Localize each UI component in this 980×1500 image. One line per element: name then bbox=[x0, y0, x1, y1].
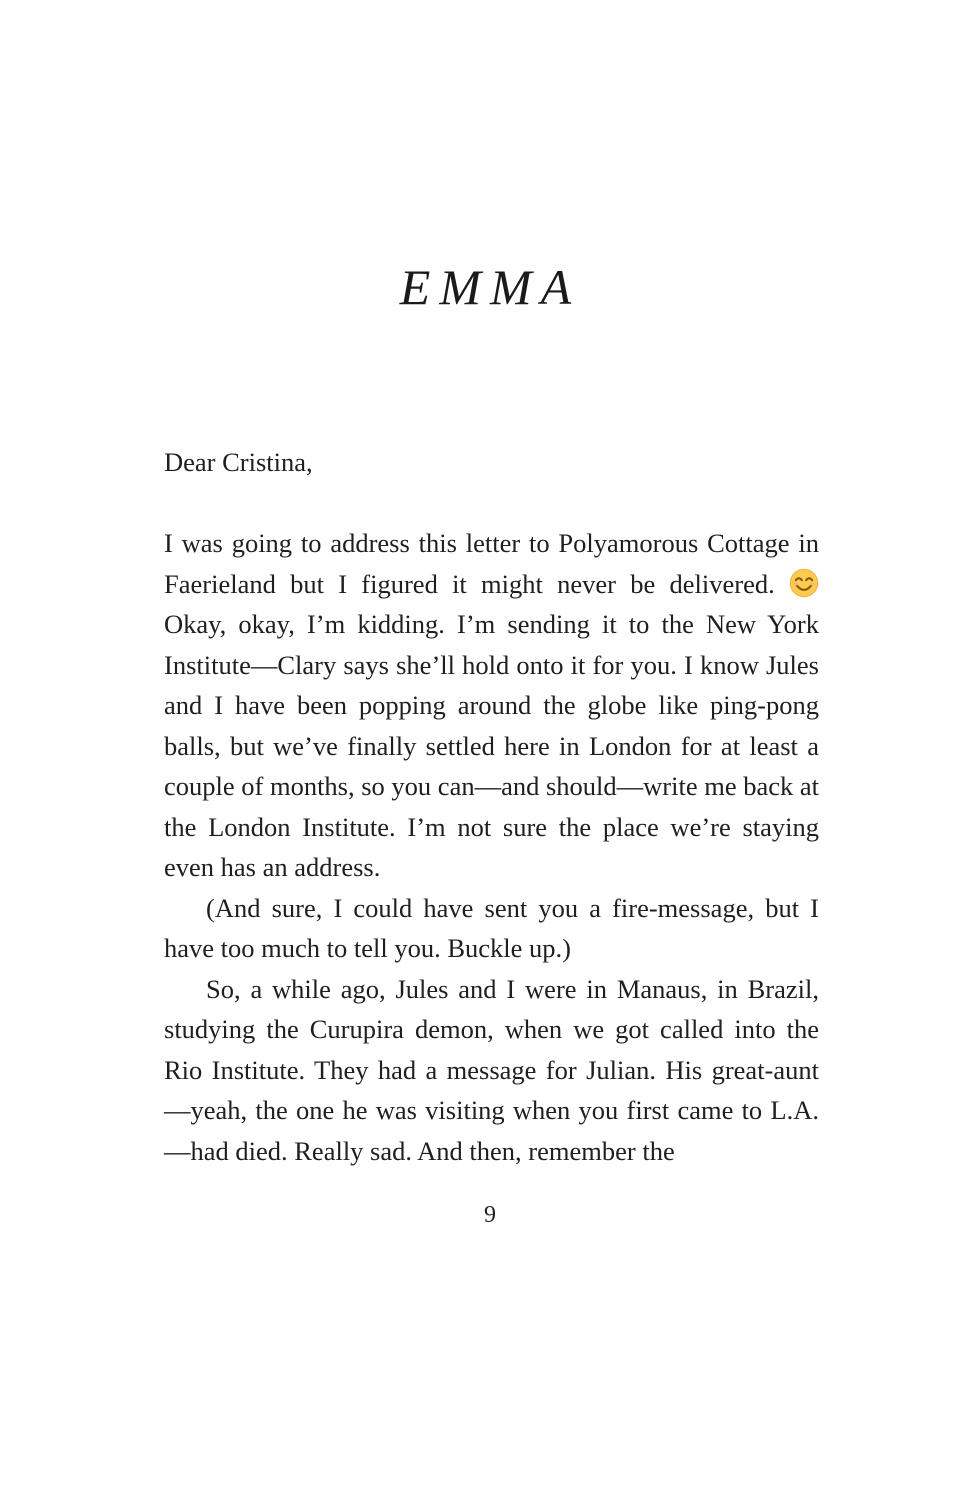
paragraph-1 bbox=[164, 523, 819, 888]
paragraph-3: So, a while ago, Jules and I were in Manaus, in Brazil, studying the Curupira demon, when we got called into the Rio Institute. They had a message for Julian. His great-aunt—yeah, the one he was visiting when you first came to L.A.—had died. Really sad. And then, remember the bbox=[164, 973, 819, 1166]
smiling-face-emoji bbox=[789, 568, 819, 598]
paragraph-1-text-after-emoji: Okay, okay, I’m kidding. I’m sending it to the New York Institute—Clary says she’ll hold onto it for you. I know Jules and I have been popping around the globe like ping-pong balls, but we’ve finally settled here in London for at least a couple of months, so you can—and should—write me back at the London Institute. I’m not sure the place we’re staying even has an address. bbox=[164, 609, 819, 882]
letter-body bbox=[164, 442, 819, 1171]
paragraph-1-text-before-emoji: I was going to address this letter to Polyamorous Cottage in Faerieland but I figured it might never be delivered. bbox=[164, 528, 819, 599]
salutation: Dear Cristina, bbox=[164, 447, 313, 477]
page-number: 9 bbox=[484, 1202, 496, 1228]
paragraph-2: (And sure, I could have sent you a fire-message, but I have too much to tell you. Buckle up.) bbox=[164, 892, 819, 963]
chapter-title: EMMA bbox=[399, 259, 581, 315]
